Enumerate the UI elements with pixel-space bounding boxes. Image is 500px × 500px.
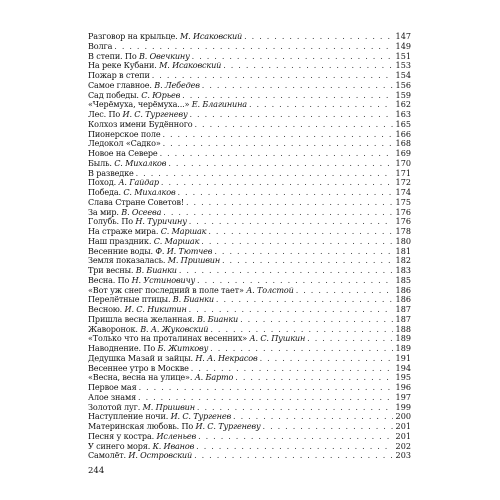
toc-title-text: В степи. По bbox=[88, 51, 139, 61]
toc-title-text: Победа. bbox=[88, 188, 124, 197]
toc-entry-page: 196 bbox=[395, 383, 411, 392]
toc-title-text: Пришла весна желанная. bbox=[88, 314, 197, 324]
toc-entry-page: 176 bbox=[395, 207, 411, 217]
toc-entry-title bbox=[88, 276, 195, 286]
toc-entry-page: 153 bbox=[395, 61, 411, 71]
toc-title-text: Пожар в степи bbox=[88, 71, 150, 80]
toc-entry-author: И. С. Тургеневу bbox=[122, 110, 188, 119]
toc-entry-author: С. Михалков bbox=[123, 188, 176, 197]
toc-entry-page: 165 bbox=[395, 119, 411, 129]
toc-entry-title bbox=[88, 217, 187, 227]
toc-entry-title bbox=[88, 120, 193, 130]
dot-leader bbox=[244, 32, 393, 42]
dot-leader bbox=[161, 178, 393, 188]
toc-entry-page: 185 bbox=[395, 275, 411, 285]
toc-entry bbox=[88, 120, 411, 130]
toc-entry-title bbox=[88, 442, 194, 452]
toc-title-text: Поход. bbox=[88, 178, 119, 188]
toc-entry-title bbox=[88, 100, 247, 110]
toc-entry bbox=[88, 159, 411, 169]
toc-entry-title bbox=[88, 42, 112, 52]
dot-leader bbox=[152, 71, 393, 81]
dot-leader bbox=[208, 227, 393, 237]
toc-entry-author: Н. А. Некрасов bbox=[195, 353, 258, 363]
toc-entry bbox=[88, 227, 411, 237]
toc-entry-author: В. Бианки bbox=[135, 266, 177, 275]
toc-entry-author: Ф. И. Тютчев bbox=[155, 246, 213, 256]
toc-title-text: Пионерское поле bbox=[88, 129, 161, 139]
page-number: 244 bbox=[88, 466, 105, 476]
toc-entry-author: С. Маршак bbox=[153, 236, 200, 246]
toc-entry bbox=[88, 81, 411, 91]
dot-leader bbox=[163, 208, 393, 218]
toc-entry-title bbox=[88, 403, 195, 413]
toc-entry-title bbox=[88, 237, 199, 247]
toc-title-text: Самолёт. bbox=[88, 451, 129, 461]
toc-entry bbox=[88, 393, 411, 403]
toc-entry-page: 191 bbox=[395, 353, 411, 363]
toc-entry bbox=[88, 422, 411, 432]
toc-entry-title bbox=[88, 325, 208, 335]
toc-entry bbox=[88, 61, 411, 71]
dot-leader bbox=[235, 373, 393, 383]
toc-title-text: Весна. По bbox=[88, 275, 132, 285]
toc-title-text: Новое на Севере bbox=[88, 149, 158, 158]
toc-entry-page: 171 bbox=[395, 168, 411, 178]
toc-entry bbox=[88, 276, 411, 286]
toc-entry-page: 149 bbox=[395, 41, 411, 51]
toc-entry bbox=[88, 286, 411, 296]
toc-entry-page: 169 bbox=[395, 149, 411, 158]
toc-entry-title bbox=[88, 256, 220, 266]
toc-entry-author: К. Иванов bbox=[152, 441, 195, 451]
toc-entry bbox=[88, 100, 411, 110]
toc-entry-title bbox=[88, 208, 161, 218]
toc-entry-author: Н. Устиновичу bbox=[131, 275, 196, 285]
toc-entry-page: 202 bbox=[395, 441, 411, 451]
toc-title-text: Сад победы. bbox=[88, 90, 142, 100]
toc-title-text: Весною. bbox=[88, 305, 125, 314]
dot-leader bbox=[191, 364, 393, 374]
toc-entry-author: В. Овечкину bbox=[138, 51, 190, 61]
dot-leader bbox=[201, 237, 393, 247]
toc-title-text: Золотой луг. bbox=[88, 402, 143, 412]
dot-leader bbox=[216, 295, 393, 305]
toc-entry-page: 194 bbox=[395, 363, 411, 373]
toc-title-text: Колхоз имени Будённого bbox=[88, 119, 193, 129]
toc-entry-title bbox=[88, 227, 206, 237]
toc-entry bbox=[88, 110, 411, 120]
toc-entry-title bbox=[88, 169, 134, 179]
toc-entry-page: 186 bbox=[395, 295, 411, 305]
toc-entry bbox=[88, 315, 411, 325]
toc-entry-title bbox=[88, 149, 158, 159]
toc-entry-page: 197 bbox=[395, 392, 411, 402]
toc-entry bbox=[88, 451, 411, 461]
dot-leader bbox=[190, 110, 393, 120]
toc-entry-title bbox=[88, 354, 258, 364]
toc-title-text: Алое знамя bbox=[88, 392, 137, 402]
toc-entry-title bbox=[88, 52, 190, 62]
toc-entry-title bbox=[88, 344, 208, 354]
dot-leader bbox=[198, 432, 393, 442]
toc-entry-author: С. Юрьев bbox=[141, 90, 181, 100]
toc-entry-page: 199 bbox=[395, 402, 411, 412]
toc-entry-author: Е. Благинина bbox=[191, 100, 247, 110]
toc-entry bbox=[88, 237, 411, 247]
dot-leader bbox=[249, 100, 393, 110]
dot-leader bbox=[168, 159, 393, 169]
toc-entry-page: 151 bbox=[395, 51, 411, 61]
toc-title-text: Жаворонок. bbox=[88, 324, 141, 334]
toc-title-text: «Только что на проталинах весенних» bbox=[88, 334, 250, 344]
toc-entry-title bbox=[88, 422, 261, 432]
toc-title-text: «Черёмуха, черёмуха...» bbox=[88, 100, 192, 110]
toc-entry-author: М. Исаковский bbox=[180, 32, 243, 41]
toc-entry bbox=[88, 325, 411, 335]
toc-entry bbox=[88, 266, 411, 276]
toc-entry-author: С. Михалков bbox=[114, 158, 167, 168]
toc-entry-title bbox=[88, 198, 184, 208]
toc-entry-author: Исленьев bbox=[156, 431, 197, 441]
toc-entry-page: 147 bbox=[395, 32, 411, 41]
toc-title-text: У синего моря. bbox=[88, 441, 153, 451]
toc-entry-page: 176 bbox=[395, 217, 411, 227]
toc-entry-page: 180 bbox=[395, 236, 411, 246]
toc-title-text: Дедушка Мазай и зайцы. bbox=[88, 353, 196, 363]
toc-entry-page: 201 bbox=[395, 431, 411, 441]
dot-leader bbox=[139, 383, 393, 393]
toc-entry-page: 175 bbox=[395, 197, 411, 207]
toc-entry-page: 172 bbox=[395, 178, 411, 188]
dot-leader bbox=[182, 91, 393, 101]
toc-entry-title bbox=[88, 373, 233, 383]
toc-entry bbox=[88, 354, 411, 364]
toc-entry-page: 162 bbox=[395, 100, 411, 110]
dot-leader bbox=[307, 334, 393, 344]
toc-entry-title bbox=[88, 247, 212, 257]
toc-title-text: Перелётные птицы. bbox=[88, 295, 173, 305]
toc-entry bbox=[88, 188, 411, 198]
toc-entry-title bbox=[88, 305, 187, 315]
toc-entry bbox=[88, 305, 411, 315]
toc-entry-page: 187 bbox=[395, 314, 411, 324]
toc-entry-author: И. С. Тургенев bbox=[170, 412, 232, 422]
toc-entry-title bbox=[88, 178, 159, 188]
dot-leader bbox=[260, 354, 393, 364]
toc-title-text: Весенние воды. bbox=[88, 246, 156, 256]
dot-leader bbox=[179, 266, 393, 276]
table-of-contents bbox=[88, 32, 411, 461]
toc-title-text: Материнская любовь. По bbox=[88, 422, 196, 431]
toc-entry-author: И. Островский bbox=[128, 451, 193, 461]
toc-entry-title bbox=[88, 71, 150, 81]
toc-entry bbox=[88, 403, 411, 413]
toc-title-text: «Вот уж снег последний в поле тает» bbox=[88, 285, 247, 295]
dot-leader bbox=[263, 422, 393, 432]
toc-entry-author: А. Толстой bbox=[246, 285, 294, 295]
toc-entry bbox=[88, 52, 411, 62]
toc-entry bbox=[88, 295, 411, 305]
toc-entry-title bbox=[88, 130, 160, 140]
dot-leader bbox=[233, 412, 393, 422]
toc-entry-page: 195 bbox=[395, 373, 411, 383]
toc-entry-title bbox=[88, 393, 136, 403]
toc-entry-title bbox=[88, 81, 200, 91]
toc-entry-author: М. Пришвин bbox=[167, 256, 221, 266]
toc-title-text: Первое мая bbox=[88, 383, 137, 392]
toc-title-text: На реке Кубани. bbox=[88, 61, 160, 71]
dot-leader bbox=[163, 139, 393, 149]
dot-leader bbox=[189, 217, 393, 227]
toc-title-text: Ледокол «Садко» bbox=[88, 139, 161, 149]
toc-title-text: Земля показалась. bbox=[88, 256, 168, 266]
toc-entry-title bbox=[88, 91, 180, 101]
toc-entry bbox=[88, 42, 411, 52]
toc-entry-title bbox=[88, 286, 294, 296]
toc-entry-page: 183 bbox=[395, 266, 411, 275]
toc-entry-page: 189 bbox=[395, 344, 411, 353]
toc-entry-author: И. С. Тургеневу bbox=[195, 422, 261, 431]
toc-entry-title bbox=[88, 412, 231, 422]
toc-title-text: Голубь. По bbox=[88, 217, 136, 227]
dot-leader bbox=[195, 120, 393, 130]
toc-entry-title bbox=[88, 451, 192, 461]
toc-entry-title bbox=[88, 139, 161, 149]
toc-entry-author: С. Маршак bbox=[160, 227, 207, 236]
toc-entry-author: В. Лебедев bbox=[154, 80, 200, 90]
toc-entry-title bbox=[88, 32, 242, 42]
dot-leader bbox=[189, 305, 393, 315]
toc-entry bbox=[88, 247, 411, 257]
toc-entry-page: 159 bbox=[395, 90, 411, 100]
toc-entry bbox=[88, 91, 411, 101]
dot-leader bbox=[240, 315, 393, 325]
toc-entry bbox=[88, 169, 411, 179]
toc-entry-author: М. Исаковский bbox=[159, 61, 222, 71]
toc-entry-title bbox=[88, 383, 137, 393]
toc-entry-author: Н. Туричину bbox=[135, 217, 187, 227]
toc-entry-page: 182 bbox=[395, 256, 411, 266]
toc-title-text: Лес. По bbox=[88, 110, 123, 119]
dot-leader bbox=[296, 286, 393, 296]
toc-entry-page: 201 bbox=[395, 422, 411, 431]
toc-entry-title bbox=[88, 61, 221, 71]
toc-title-text: Три весны. bbox=[88, 266, 136, 275]
toc-entry bbox=[88, 139, 411, 149]
toc-entry-page: 188 bbox=[395, 324, 411, 334]
toc-entry bbox=[88, 432, 411, 442]
dot-leader bbox=[223, 61, 393, 71]
toc-entry-page: 200 bbox=[395, 412, 411, 422]
toc-entry bbox=[88, 149, 411, 159]
toc-entry bbox=[88, 130, 411, 140]
toc-entry bbox=[88, 442, 411, 452]
toc-entry-page: 168 bbox=[395, 139, 411, 149]
toc-entry-author: В. Бианки bbox=[172, 295, 214, 305]
toc-entry-page: 174 bbox=[395, 188, 411, 197]
toc-entry-author: И. С. Никитин bbox=[124, 305, 187, 314]
toc-entry-author: В. А. Жуковский bbox=[140, 324, 209, 334]
toc-entry bbox=[88, 334, 411, 344]
toc-title-text: За мир. bbox=[88, 207, 122, 217]
dot-leader bbox=[162, 130, 393, 140]
toc-entry-title bbox=[88, 364, 189, 374]
dot-leader bbox=[136, 169, 393, 179]
toc-entry-page: 181 bbox=[395, 246, 411, 256]
toc-entry-title bbox=[88, 188, 176, 198]
toc-title-text: На страже мира. bbox=[88, 227, 161, 236]
toc-entry-page: 186 bbox=[395, 285, 411, 295]
toc-entry-page: 203 bbox=[395, 451, 411, 461]
toc-entry-title bbox=[88, 159, 166, 169]
dot-leader bbox=[160, 149, 393, 159]
toc-entry-page: 178 bbox=[395, 227, 411, 236]
toc-entry bbox=[88, 32, 411, 42]
toc-entry bbox=[88, 178, 411, 188]
dot-leader bbox=[138, 393, 393, 403]
toc-entry-author: А. Барто bbox=[194, 373, 234, 383]
toc-entry-page: 154 bbox=[395, 71, 411, 80]
dot-leader bbox=[210, 344, 393, 354]
toc-title-text: В разведке bbox=[88, 168, 134, 178]
dot-leader bbox=[186, 198, 393, 208]
dot-leader bbox=[210, 325, 393, 335]
dot-leader bbox=[178, 188, 393, 198]
toc-entry bbox=[88, 344, 411, 354]
dot-leader bbox=[197, 403, 393, 413]
toc-title-text: Наводнение. По bbox=[88, 344, 158, 353]
toc-entry bbox=[88, 71, 411, 81]
toc-title-text: Слава Стране Советов! bbox=[88, 197, 184, 207]
dot-leader bbox=[197, 276, 393, 286]
toc-entry-page: 166 bbox=[395, 129, 411, 139]
toc-entry-page: 163 bbox=[395, 110, 411, 119]
toc-entry-title bbox=[88, 266, 177, 276]
toc-entry-title bbox=[88, 432, 196, 442]
toc-entry-page: 187 bbox=[395, 305, 411, 314]
toc-entry-title bbox=[88, 334, 305, 344]
toc-title-text: Наступление ночи. bbox=[88, 412, 171, 422]
toc-title-text: «Весна, весна на улице». bbox=[88, 373, 195, 383]
toc-entry bbox=[88, 364, 411, 374]
toc-entry-title bbox=[88, 315, 238, 325]
dot-leader bbox=[196, 442, 393, 452]
toc-title-text: Быль. bbox=[88, 158, 115, 168]
toc-title-text: Песня у костра. bbox=[88, 431, 157, 441]
toc-entry bbox=[88, 383, 411, 393]
toc-entry bbox=[88, 208, 411, 218]
toc-entry-page: 156 bbox=[395, 80, 411, 90]
toc-entry-author: В. Бианки bbox=[197, 314, 239, 324]
toc-title-text: Самое главное. bbox=[88, 80, 155, 90]
dot-leader bbox=[214, 247, 393, 257]
toc-entry-page: 189 bbox=[395, 334, 411, 344]
toc-title-text: Наш праздник. bbox=[88, 236, 154, 246]
toc-entry-author: В. Осеева bbox=[121, 207, 162, 217]
toc-title-text: Весеннее утро в Москве bbox=[88, 363, 189, 373]
dot-leader bbox=[194, 451, 393, 461]
toc-entry-author: М. Пришвин bbox=[142, 402, 195, 412]
toc-entry-author: А. Гайдар bbox=[118, 178, 159, 188]
dot-leader bbox=[202, 81, 393, 91]
toc-entry bbox=[88, 373, 411, 383]
toc-entry bbox=[88, 412, 411, 422]
toc-entry-page: 170 bbox=[395, 158, 411, 168]
toc-title-text: Разговор на крыльце. bbox=[88, 32, 180, 41]
toc-entry bbox=[88, 217, 411, 227]
toc-entry bbox=[88, 198, 411, 208]
dot-leader bbox=[114, 42, 393, 52]
toc-entry-title bbox=[88, 295, 214, 305]
toc-entry-author: Б. Житкову bbox=[157, 344, 209, 353]
toc-title-text: Волга bbox=[88, 41, 113, 51]
toc-entry bbox=[88, 256, 411, 266]
toc-entry-author: А. С. Пушкин bbox=[249, 334, 306, 344]
toc-entry-title bbox=[88, 110, 188, 120]
dot-leader bbox=[192, 52, 393, 62]
dot-leader bbox=[222, 256, 393, 266]
